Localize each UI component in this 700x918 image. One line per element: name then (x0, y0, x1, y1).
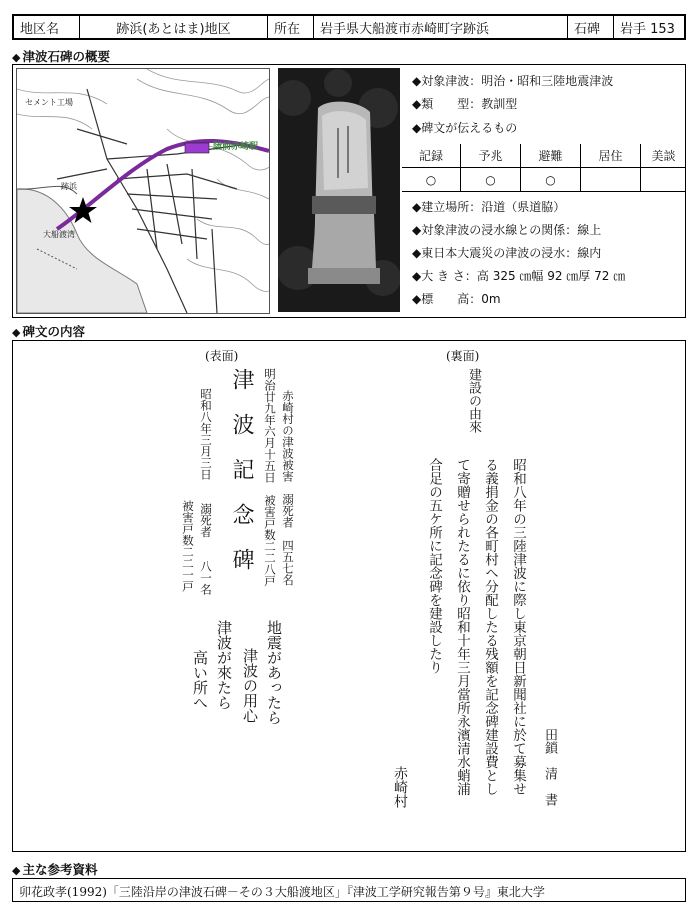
location-map (16, 68, 270, 314)
inscription-section-title: ◆ 碑文の内容 (12, 324, 85, 339)
back-line-2: る義捐金の各町村へ分配したる残額を記念碑建設費とし (482, 458, 498, 796)
front-col-5: 被害戸数二二一戸 (181, 500, 195, 592)
front-verse-3: 津波が來たら (215, 620, 233, 710)
header-bar (12, 14, 686, 40)
info-list-top (412, 72, 613, 141)
district-value: 跡浜(あとはま)地区 (80, 16, 268, 38)
front-label: (表面) (205, 349, 239, 363)
map-label-port: 大船渡湾 (43, 230, 75, 239)
front-col-2: 明治廿九年六月十五日 被害戸数二二八戸 (263, 368, 277, 587)
back-line-1: 昭和八年の三陸津波に際し東京朝日新聞社に於て募集せ (510, 458, 526, 796)
front-verse-1: 地震があったら (265, 620, 283, 725)
location-label: 所在 (268, 16, 314, 38)
back-label: (裏面) (446, 349, 480, 363)
type-label: 石碑 (568, 16, 614, 38)
conveys-header-omen: 予兆 (461, 144, 521, 168)
references-text: 卯花政孝(1992)「三陸沿岸の津波石碑－その３大船渡地区」『津波工学研究報告第９号』東北大学 (12, 878, 686, 902)
district-label: 地区名 (14, 16, 80, 38)
references-section-title: ◆ 主な参考資料 (12, 862, 98, 877)
back-heading: 建設の由來 (466, 368, 481, 433)
monument-photo (278, 68, 400, 312)
conveys-mark-evacuation: ○ (521, 168, 581, 192)
conveys-header-evacuation: 避難 (521, 144, 581, 168)
info-list-bottom (412, 198, 625, 313)
id-value: 岩手 153 (620, 21, 675, 37)
info-item-type: ◆類 型：教訓型 (412, 97, 518, 111)
monument-photo-graphic (278, 68, 400, 312)
conveys-header-residence: 居住 (581, 144, 641, 168)
front-col-1: 赤崎村の津波被害 溺死者 四五七名 (281, 390, 295, 586)
map-label-station: 陸前赤崎駅 (213, 142, 259, 152)
front-main-title: 津 波 記 念 碑 (229, 368, 254, 578)
conveys-mark-anecdote (641, 168, 687, 192)
front-verse-2: 津波の用心 (241, 648, 259, 723)
conveys-table (402, 144, 686, 192)
location-value: 岩手県大船渡市赤崎町字跡浜 (314, 16, 568, 38)
conveys-mark-record: ○ (402, 168, 461, 192)
overview-section-title: ◆ 津波石碑の概要 (12, 49, 110, 64)
front-col-4: 昭和八年三月三日 溺死者 八一名 (199, 388, 213, 595)
back-village: 赤崎村 (392, 766, 408, 808)
back-line-3: て寄贈せられたるに依り昭和十年三月當所永濱清水蛸浦 (454, 458, 470, 796)
conveys-mark-residence (581, 168, 641, 192)
info-item-elevation: ◆標 高：0m (412, 292, 501, 306)
info-item-conveys: ◆碑文が伝えるもの (412, 121, 518, 135)
front-verse-4: 高い所へ (191, 650, 209, 710)
back-signer: 田鎖 清 書 (542, 728, 557, 806)
info-item-site: ◆建立場所：沿道（県道脇） (412, 200, 566, 214)
info-item-size: ◆大 き さ：高 325 ㎝幅 92 ㎝厚 72 ㎝ (412, 269, 626, 283)
conveys-header-anecdote: 美談 (641, 144, 687, 168)
map-label-cement: セメント工場 (25, 98, 73, 107)
info-item-inundation-line: ◆対象津波の浸水線との関係：線上 (412, 223, 602, 237)
back-line-4: 合足の五ケ所に記念碑を建設したり (426, 458, 442, 674)
map-label-place: 跡浜 (61, 182, 77, 191)
inscription-panel (12, 340, 686, 852)
info-item-tsunami: ◆対象津波：明治・昭和三陸地震津波 (412, 74, 614, 88)
info-item-2011-inundation: ◆東日本大震災の津波の浸水：線内 (412, 246, 602, 260)
conveys-header-record: 記録 (402, 144, 461, 168)
conveys-mark-omen: ○ (461, 168, 521, 192)
